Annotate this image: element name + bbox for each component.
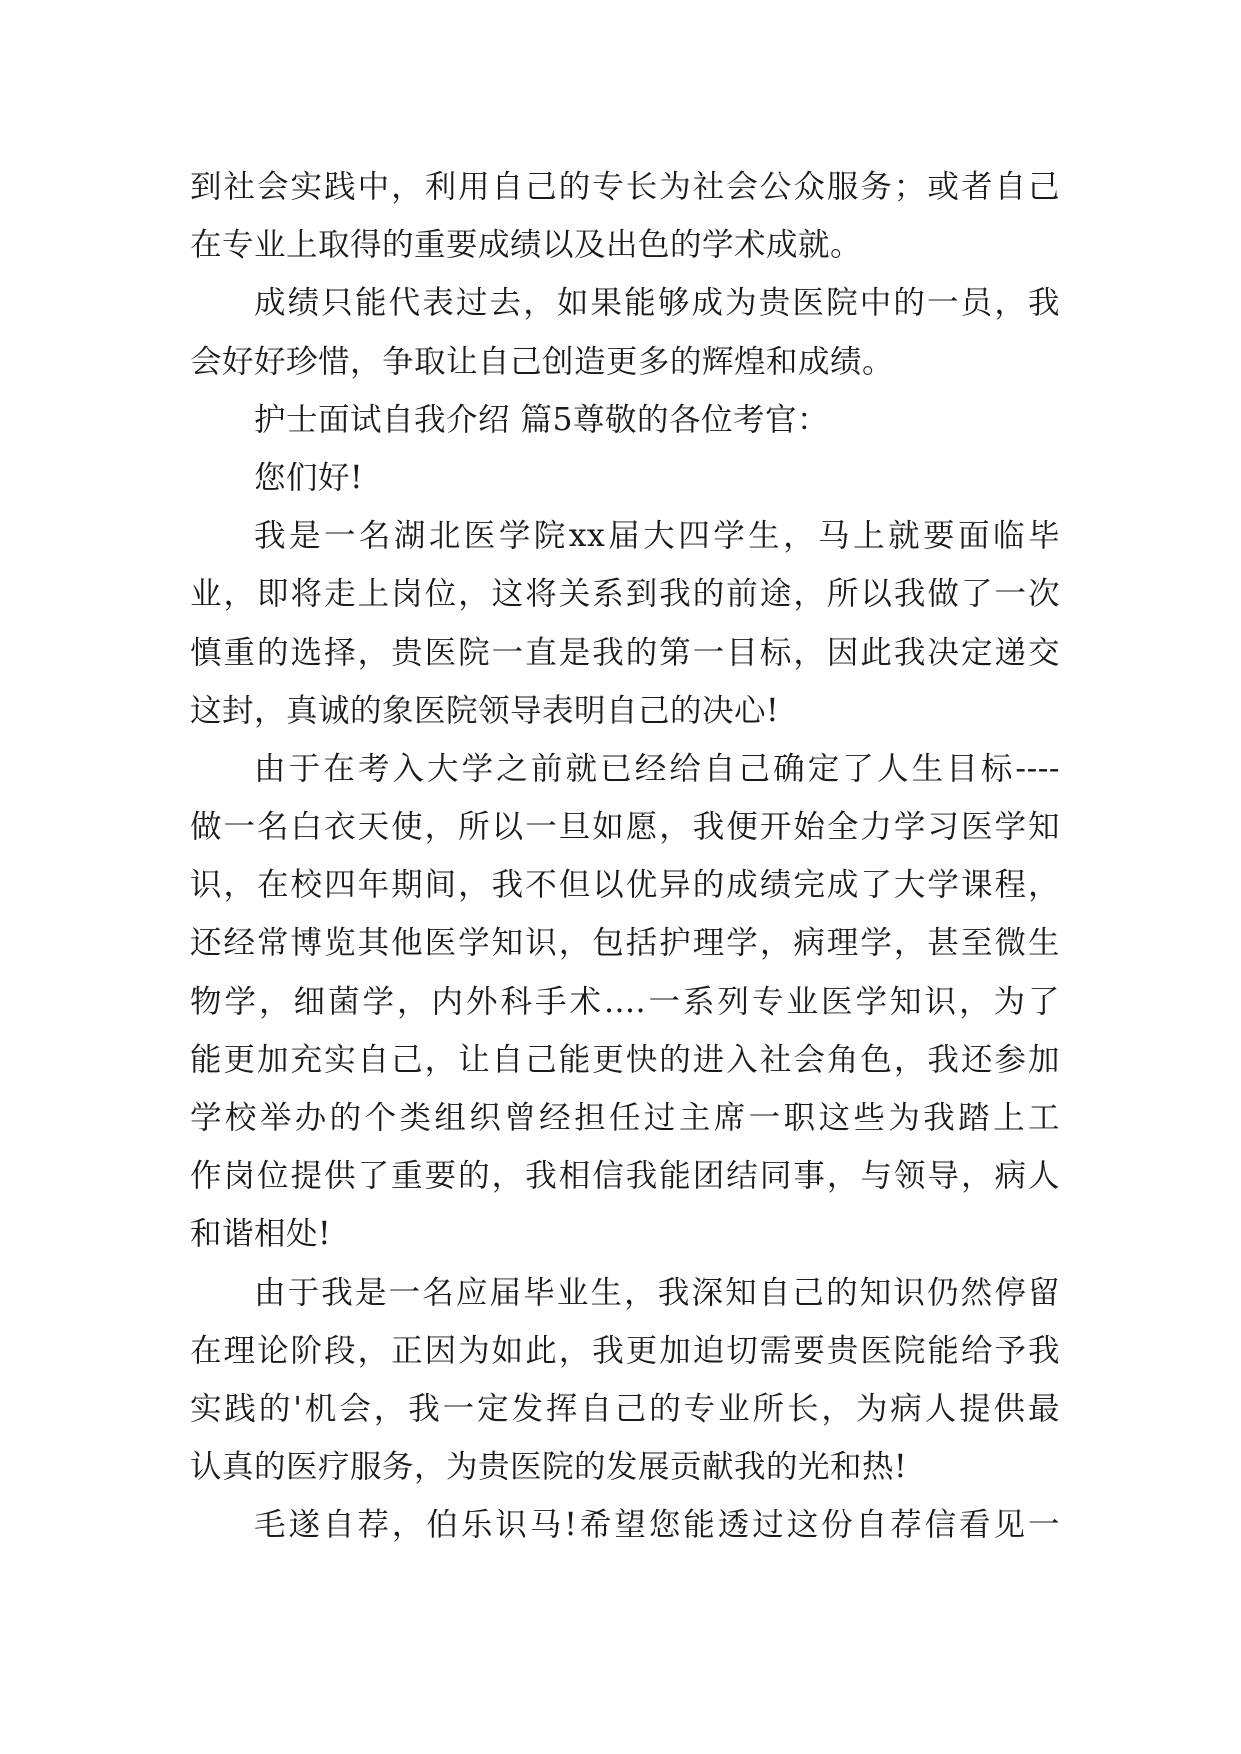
text-line: 认真的医疗服务，为贵医院的发展贡献我的光和热! [190,1449,908,1486]
text-line: 我是一名湖北医学院xx届大四学生，马上就要面临毕 [254,518,1060,555]
text-line: 物学，细菌学，内外科手术....一系列专业医学知识，为了 [190,983,1060,1020]
document-body [190,158,1060,1555]
text-line: 作岗位提供了重要的，我相信我能团结同事，与领导，病人 [190,1158,1060,1195]
text-line: 会好好珍惜，争取让自己创造更多的辉煌和成绩。 [190,343,895,380]
text-line: 这封，真诚的象医院领导表明自己的决心! [190,692,780,729]
text-line: 和谐相处! [190,1216,332,1253]
text-line: 识，在校四年期间，我不但以优异的成绩完成了大学课程， [190,867,1060,904]
text-line: 学校举办的个类组织曾经担任过主席一职这些为我踏上工 [190,1100,1060,1136]
text-line: 由于我是一名应届毕业生，我深知自己的知识仍然停留 [254,1274,1060,1311]
section-heading: 护士面试自我介绍 篇5尊敬的各位考官： [254,401,830,438]
text-line: 还经常博览其他医学知识，包括护理学，病理学，甚至微生 [190,925,1060,962]
text-line: 能更加充实自己，让自己能更快的进入社会角色，我还参加 [190,1041,1060,1078]
text-line: 毛遂自荐，伯乐识马!希望您能透过这份自荐信看见一 [254,1507,1060,1544]
greeting-line: 您们好! [254,459,364,496]
text-line: 由于在考入大学之前就已经给自己确定了人生目标---- [254,750,1060,787]
text-line: 成绩只能代表过去，如果能够成为贵医院中的一员，我 [254,285,1060,322]
text-line: 业，即将走上岗位，这将关系到我的前途，所以我做了一次 [190,576,1060,613]
text-line: 在专业上取得的重要成绩以及出色的学术成就。 [190,227,863,264]
text-line: 在理论阶段，正因为如此，我更加迫切需要贵医院能给予我 [190,1332,1060,1369]
text-line: 到社会实践中，利用自己的专长为社会公众服务；或者自己 [190,169,1060,205]
text-line: 慎重的选择，贵医院一直是我的第一目标，因此我决定递交 [190,634,1060,671]
text-line: 实践的'机会，我一定发挥自己的专业所长，为病人提供最 [190,1390,1060,1427]
text-line: 做一名白衣天使，所以一旦如愿，我便开始全力学习医学知 [190,809,1060,846]
